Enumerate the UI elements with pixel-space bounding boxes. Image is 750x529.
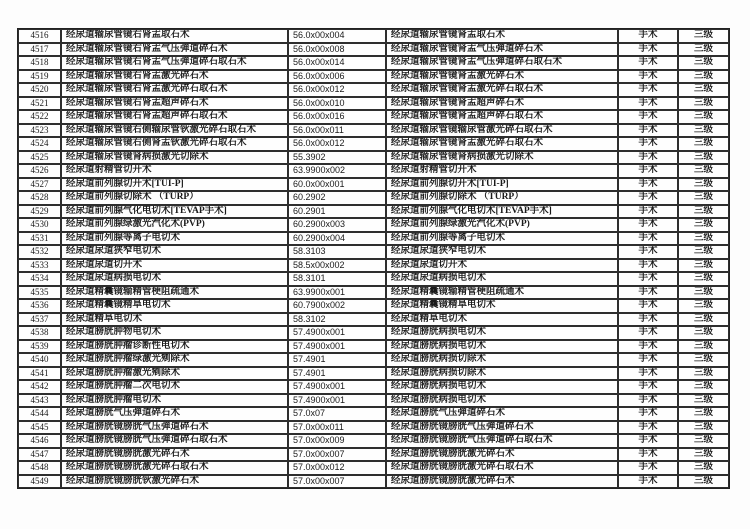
table-row <box>18 218 729 232</box>
category-cell: 手术 <box>618 164 678 178</box>
level-cell: 三级 <box>678 43 729 57</box>
procedure-code-cell: 60.2900x004 <box>288 232 386 246</box>
table-row <box>18 407 729 421</box>
standard-name-cell: 经尿道膀胱镜膀胱激光碎石取石术 <box>386 461 618 475</box>
level-cell: 三级 <box>678 259 729 273</box>
level-cell: 三级 <box>678 326 729 340</box>
standard-name-cell: 经尿道输尿管镜肾盂激光碎石术 <box>386 70 618 84</box>
procedure-code-cell: 57.0x00x012 <box>288 461 386 475</box>
level-cell: 三级 <box>678 475 729 489</box>
procedure-code-cell: 57.0x00x007 <box>288 448 386 462</box>
row-number-cell: 4542 <box>18 380 61 394</box>
standard-name-cell: 经尿道膀胱镜膀胱激光碎石术 <box>386 448 618 462</box>
row-number-cell: 4549 <box>18 475 61 489</box>
standard-name-cell: 经尿道膀胱病损电切术 <box>386 340 618 354</box>
procedure-code-cell: 55.3902 <box>288 151 386 165</box>
procedure-code-cell: 57.4900x001 <box>288 394 386 408</box>
table-row <box>18 367 729 381</box>
procedure-code-cell: 57.4901 <box>288 367 386 381</box>
category-cell: 手术 <box>618 475 678 489</box>
table-row <box>18 205 729 219</box>
table-row <box>18 259 729 273</box>
level-cell: 三级 <box>678 448 729 462</box>
procedure-name-cell: 经尿道膀胱镜膀胱气压弹道碎石取石术 <box>61 434 288 448</box>
category-cell: 手术 <box>618 218 678 232</box>
row-number-cell: 4521 <box>18 97 61 111</box>
table-row <box>18 313 729 327</box>
level-cell: 三级 <box>678 367 729 381</box>
standard-name-cell: 经尿道尿道狭窄电切术 <box>386 245 618 259</box>
procedure-name-cell: 经尿道输尿管镜肾病损激光切除术 <box>61 151 288 165</box>
standard-name-cell: 经尿道尿道病损电切术 <box>386 272 618 286</box>
procedure-code-cell: 57.0x00x011 <box>288 421 386 435</box>
category-cell: 手术 <box>618 380 678 394</box>
category-cell: 手术 <box>618 56 678 70</box>
row-number-cell: 4522 <box>18 110 61 124</box>
standard-name-cell: 经尿道膀胱病损切除术 <box>386 367 618 381</box>
category-cell: 手术 <box>618 245 678 259</box>
procedure-code-cell: 57.0x00x007 <box>288 475 386 489</box>
level-cell: 三级 <box>678 110 729 124</box>
table-row <box>18 83 729 97</box>
category-cell: 手术 <box>618 434 678 448</box>
standard-name-cell: 经尿道输尿管镜肾盂超声碎石取石术 <box>386 110 618 124</box>
category-cell: 手术 <box>618 326 678 340</box>
procedure-name-cell: 经尿道输尿管镜右肾盂取石术 <box>61 29 288 43</box>
category-cell: 手术 <box>618 299 678 313</box>
category-cell: 手术 <box>618 340 678 354</box>
standard-name-cell: 经尿道膀胱镜膀胱激光碎石术 <box>386 475 618 489</box>
procedure-name-cell: 经尿道精囊镜输精管梗阻疏通术 <box>61 286 288 300</box>
procedure-name-cell: 经尿道输尿管镜右肾盂激光碎石取石术 <box>61 83 288 97</box>
procedure-code-cell: 56.0x00x008 <box>288 43 386 57</box>
procedure-name-cell: 经尿道尿道病损电切术 <box>61 272 288 286</box>
row-number-cell: 4517 <box>18 43 61 57</box>
category-cell: 手术 <box>618 151 678 165</box>
procedure-code-cell: 56.0x00x012 <box>288 83 386 97</box>
row-number-cell: 4530 <box>18 218 61 232</box>
level-cell: 三级 <box>678 232 729 246</box>
level-cell: 三级 <box>678 434 729 448</box>
table-row <box>18 434 729 448</box>
table-row <box>18 340 729 354</box>
table-row <box>18 29 729 43</box>
row-number-cell: 4547 <box>18 448 61 462</box>
table-row <box>18 124 729 138</box>
table-row <box>18 178 729 192</box>
category-cell: 手术 <box>618 232 678 246</box>
procedure-code-cell: 60.0x00x001 <box>288 178 386 192</box>
level-cell: 三级 <box>678 178 729 192</box>
row-number-cell: 4519 <box>18 70 61 84</box>
procedure-code-cell: 56.0x00x016 <box>288 110 386 124</box>
procedure-name-cell: 经尿道膀胱镜膀胱激光碎石术 <box>61 448 288 462</box>
level-cell: 三级 <box>678 29 729 43</box>
procedure-code-cell: 58.3103 <box>288 245 386 259</box>
standard-name-cell: 经尿道射精管切开术 <box>386 164 618 178</box>
level-cell: 三级 <box>678 407 729 421</box>
category-cell: 手术 <box>618 124 678 138</box>
level-cell: 三级 <box>678 124 729 138</box>
category-cell: 手术 <box>618 70 678 84</box>
standard-name-cell: 经尿道前列腺等离子电切术 <box>386 232 618 246</box>
procedure-code-cell: 58.3101 <box>288 272 386 286</box>
procedure-name-cell: 经尿道膀胱肿瘤诊断性电切术 <box>61 340 288 354</box>
procedure-name-cell: 经尿道膀胱肿瘤二次电切术 <box>61 380 288 394</box>
table-row <box>18 245 729 259</box>
category-cell: 手术 <box>618 178 678 192</box>
table-row <box>18 421 729 435</box>
table-row <box>18 326 729 340</box>
standard-name-cell: 经尿道前列腺气化电切术[TEVAP手术] <box>386 205 618 219</box>
table-row <box>18 164 729 178</box>
level-cell: 三级 <box>678 205 729 219</box>
level-cell: 三级 <box>678 245 729 259</box>
procedure-code-cell: 60.7900x002 <box>288 299 386 313</box>
procedure-name-cell: 经尿道膀胱镜膀胱钬激光碎石术 <box>61 475 288 489</box>
procedure-name-cell: 经尿道前列腺切除术 （TURP） <box>61 191 288 205</box>
table-row <box>18 137 729 151</box>
standard-name-cell: 经尿道输尿管镜肾盂气压弹道碎石取石术 <box>386 56 618 70</box>
standard-name-cell: 经尿道前列腺切开术[TUI-P] <box>386 178 618 192</box>
standard-name-cell: 经尿道输尿管镜肾盂超声碎石术 <box>386 97 618 111</box>
procedure-code-cell: 57.0x07 <box>288 407 386 421</box>
procedure-name-cell: 经尿道前列腺气化电切术[TEVAP手术] <box>61 205 288 219</box>
procedure-code-cell: 56.0x00x014 <box>288 56 386 70</box>
level-cell: 三级 <box>678 380 729 394</box>
procedure-name-cell: 经尿道输尿管镜右肾盂超声碎石取石术 <box>61 110 288 124</box>
table-row <box>18 286 729 300</box>
row-number-cell: 4524 <box>18 137 61 151</box>
procedure-name-cell: 经尿道膀胱肿瘤激光剜除术 <box>61 367 288 381</box>
row-number-cell: 4545 <box>18 421 61 435</box>
category-cell: 手术 <box>618 367 678 381</box>
table-row <box>18 151 729 165</box>
procedure-name-cell: 经尿道输尿管镜右肾盂气压弹道碎石术 <box>61 43 288 57</box>
procedure-name-cell: 经尿道输尿管镜右侧输尿管钬激光碎石取石术 <box>61 124 288 138</box>
category-cell: 手术 <box>618 286 678 300</box>
procedure-code-cell: 56.0x00x004 <box>288 29 386 43</box>
standard-name-cell: 经尿道尿道切开术 <box>386 259 618 273</box>
level-cell: 三级 <box>678 191 729 205</box>
level-cell: 三级 <box>678 394 729 408</box>
row-number-cell: 4527 <box>18 178 61 192</box>
category-cell: 手术 <box>618 110 678 124</box>
procedure-name-cell: 经尿道输尿管镜右肾盂气压弹道碎石取石术 <box>61 56 288 70</box>
procedure-code-cell: 57.4900x001 <box>288 380 386 394</box>
standard-name-cell: 经尿道输尿管镜肾盂激光碎石取石术 <box>386 83 618 97</box>
standard-name-cell: 经尿道精阜电切术 <box>386 313 618 327</box>
level-cell: 三级 <box>678 137 729 151</box>
table-row <box>18 475 729 489</box>
procedure-name-cell: 经尿道膀胱肿瘤电切术 <box>61 394 288 408</box>
procedure-name-cell: 经尿道尿道切开术 <box>61 259 288 273</box>
category-cell: 手术 <box>618 421 678 435</box>
standard-name-cell: 经尿道膀胱病损电切术 <box>386 326 618 340</box>
procedure-name-cell: 经尿道膀胱肿物电切术 <box>61 326 288 340</box>
row-number-cell: 4526 <box>18 164 61 178</box>
standard-name-cell: 经尿道膀胱病损电切术 <box>386 380 618 394</box>
category-cell: 手术 <box>618 43 678 57</box>
procedure-name-cell: 经尿道前列腺绿激光汽化术(PVP) <box>61 218 288 232</box>
standard-name-cell: 经尿道输尿管镜肾病损激光切除术 <box>386 151 618 165</box>
row-number-cell: 4544 <box>18 407 61 421</box>
category-cell: 手术 <box>618 461 678 475</box>
row-number-cell: 4543 <box>18 394 61 408</box>
standard-name-cell: 经尿道前列腺切除术 （TURP） <box>386 191 618 205</box>
procedure-code-cell: 56.0x00x010 <box>288 97 386 111</box>
procedure-code-cell: 56.0x00x011 <box>288 124 386 138</box>
table-row <box>18 43 729 57</box>
procedure-code-cell: 60.2901 <box>288 205 386 219</box>
level-cell: 三级 <box>678 151 729 165</box>
procedure-name-cell: 经尿道输尿管镜右侧肾盂钬激光碎石取石术 <box>61 137 288 151</box>
table-row <box>18 380 729 394</box>
standard-name-cell: 经尿道膀胱病损切除术 <box>386 353 618 367</box>
row-number-cell: 4540 <box>18 353 61 367</box>
procedure-code-cell: 58.3102 <box>288 313 386 327</box>
procedure-code-cell: 58.5x00x002 <box>288 259 386 273</box>
row-number-cell: 4538 <box>18 326 61 340</box>
category-cell: 手术 <box>618 83 678 97</box>
row-number-cell: 4520 <box>18 83 61 97</box>
procedure-name-cell: 经尿道前列腺切开术[TUI-P] <box>61 178 288 192</box>
procedure-name-cell: 经尿道膀胱镜膀胱激光碎石取石术 <box>61 461 288 475</box>
row-number-cell: 4534 <box>18 272 61 286</box>
level-cell: 三级 <box>678 56 729 70</box>
table-row <box>18 191 729 205</box>
level-cell: 三级 <box>678 218 729 232</box>
level-cell: 三级 <box>678 286 729 300</box>
standard-name-cell: 经尿道膀胱镜膀胱气压弹道碎石取石术 <box>386 434 618 448</box>
procedure-name-cell: 经尿道输尿管镜右肾盂激光碎石术 <box>61 70 288 84</box>
table-row <box>18 448 729 462</box>
procedure-code-cell: 57.0x00x009 <box>288 434 386 448</box>
procedure-table-body <box>18 29 729 488</box>
level-cell: 三级 <box>678 70 729 84</box>
category-cell: 手术 <box>618 191 678 205</box>
row-number-cell: 4533 <box>18 259 61 273</box>
table-row <box>18 70 729 84</box>
level-cell: 三级 <box>678 272 729 286</box>
standard-name-cell: 经尿道前列腺绿激光汽化术(PVP) <box>386 218 618 232</box>
procedure-name-cell: 经尿道膀胱肿瘤绿激光剜除术 <box>61 353 288 367</box>
level-cell: 三级 <box>678 83 729 97</box>
procedure-code-table <box>17 28 730 489</box>
standard-name-cell: 经尿道输尿管镜肾盂激光碎石取石术 <box>386 137 618 151</box>
table-row <box>18 232 729 246</box>
category-cell: 手术 <box>618 272 678 286</box>
procedure-code-cell: 60.2900x003 <box>288 218 386 232</box>
procedure-code-cell: 63.9900x001 <box>288 286 386 300</box>
table-row <box>18 110 729 124</box>
standard-name-cell: 经尿道膀胱镜膀胱气压弹道碎石术 <box>386 421 618 435</box>
standard-name-cell: 经尿道膀胱气压弹道碎石术 <box>386 407 618 421</box>
procedure-name-cell: 经尿道膀胱镜膀胱气压弹道碎石术 <box>61 421 288 435</box>
standard-name-cell: 经尿道输尿管镜肾盂取石术 <box>386 29 618 43</box>
row-number-cell: 4535 <box>18 286 61 300</box>
category-cell: 手术 <box>618 313 678 327</box>
row-number-cell: 4532 <box>18 245 61 259</box>
table-row <box>18 299 729 313</box>
procedure-name-cell: 经尿道输尿管镜右肾盂超声碎石术 <box>61 97 288 111</box>
level-cell: 三级 <box>678 164 729 178</box>
row-number-cell: 4537 <box>18 313 61 327</box>
standard-name-cell: 经尿道膀胱病损电切术 <box>386 394 618 408</box>
row-number-cell: 4548 <box>18 461 61 475</box>
level-cell: 三级 <box>678 461 729 475</box>
row-number-cell: 4546 <box>18 434 61 448</box>
category-cell: 手术 <box>618 394 678 408</box>
row-number-cell: 4539 <box>18 340 61 354</box>
procedure-code-cell: 56.0x00x012 <box>288 137 386 151</box>
category-cell: 手术 <box>618 448 678 462</box>
row-number-cell: 4536 <box>18 299 61 313</box>
procedure-name-cell: 经尿道精阜电切术 <box>61 313 288 327</box>
row-number-cell: 4523 <box>18 124 61 138</box>
table-row <box>18 394 729 408</box>
category-cell: 手术 <box>618 259 678 273</box>
level-cell: 三级 <box>678 421 729 435</box>
level-cell: 三级 <box>678 299 729 313</box>
procedure-name-cell: 经尿道射精管切开术 <box>61 164 288 178</box>
row-number-cell: 4528 <box>18 191 61 205</box>
procedure-code-cell: 63.9900x002 <box>288 164 386 178</box>
category-cell: 手术 <box>618 29 678 43</box>
category-cell: 手术 <box>618 97 678 111</box>
procedure-name-cell: 经尿道精囊镜精阜电切术 <box>61 299 288 313</box>
table-row <box>18 56 729 70</box>
row-number-cell: 4529 <box>18 205 61 219</box>
table-row <box>18 353 729 367</box>
procedure-name-cell: 经尿道尿道狭窄电切术 <box>61 245 288 259</box>
category-cell: 手术 <box>618 353 678 367</box>
standard-name-cell: 经尿道精囊镜精阜电切术 <box>386 299 618 313</box>
procedure-code-cell: 60.2902 <box>288 191 386 205</box>
level-cell: 三级 <box>678 340 729 354</box>
level-cell: 三级 <box>678 97 729 111</box>
procedure-name-cell: 经尿道前列腺等离子电切术 <box>61 232 288 246</box>
category-cell: 手术 <box>618 137 678 151</box>
level-cell: 三级 <box>678 313 729 327</box>
standard-name-cell: 经尿道输尿管镜肾盂气压弹道碎石术 <box>386 43 618 57</box>
row-number-cell: 4516 <box>18 29 61 43</box>
row-number-cell: 4525 <box>18 151 61 165</box>
row-number-cell: 4518 <box>18 56 61 70</box>
standard-name-cell: 经尿道精囊镜输精管梗阻疏通术 <box>386 286 618 300</box>
table-row <box>18 461 729 475</box>
standard-name-cell: 经尿道输尿管镜输尿管激光碎石取石术 <box>386 124 618 138</box>
procedure-code-cell: 57.4900x001 <box>288 326 386 340</box>
category-cell: 手术 <box>618 205 678 219</box>
procedure-name-cell: 经尿道膀胱气压弹道碎石术 <box>61 407 288 421</box>
procedure-code-cell: 56.0x00x006 <box>288 70 386 84</box>
row-number-cell: 4531 <box>18 232 61 246</box>
table-row <box>18 272 729 286</box>
category-cell: 手术 <box>618 407 678 421</box>
table-row <box>18 97 729 111</box>
procedure-code-cell: 57.4901 <box>288 353 386 367</box>
level-cell: 三级 <box>678 353 729 367</box>
procedure-code-cell: 57.4900x001 <box>288 340 386 354</box>
row-number-cell: 4541 <box>18 367 61 381</box>
